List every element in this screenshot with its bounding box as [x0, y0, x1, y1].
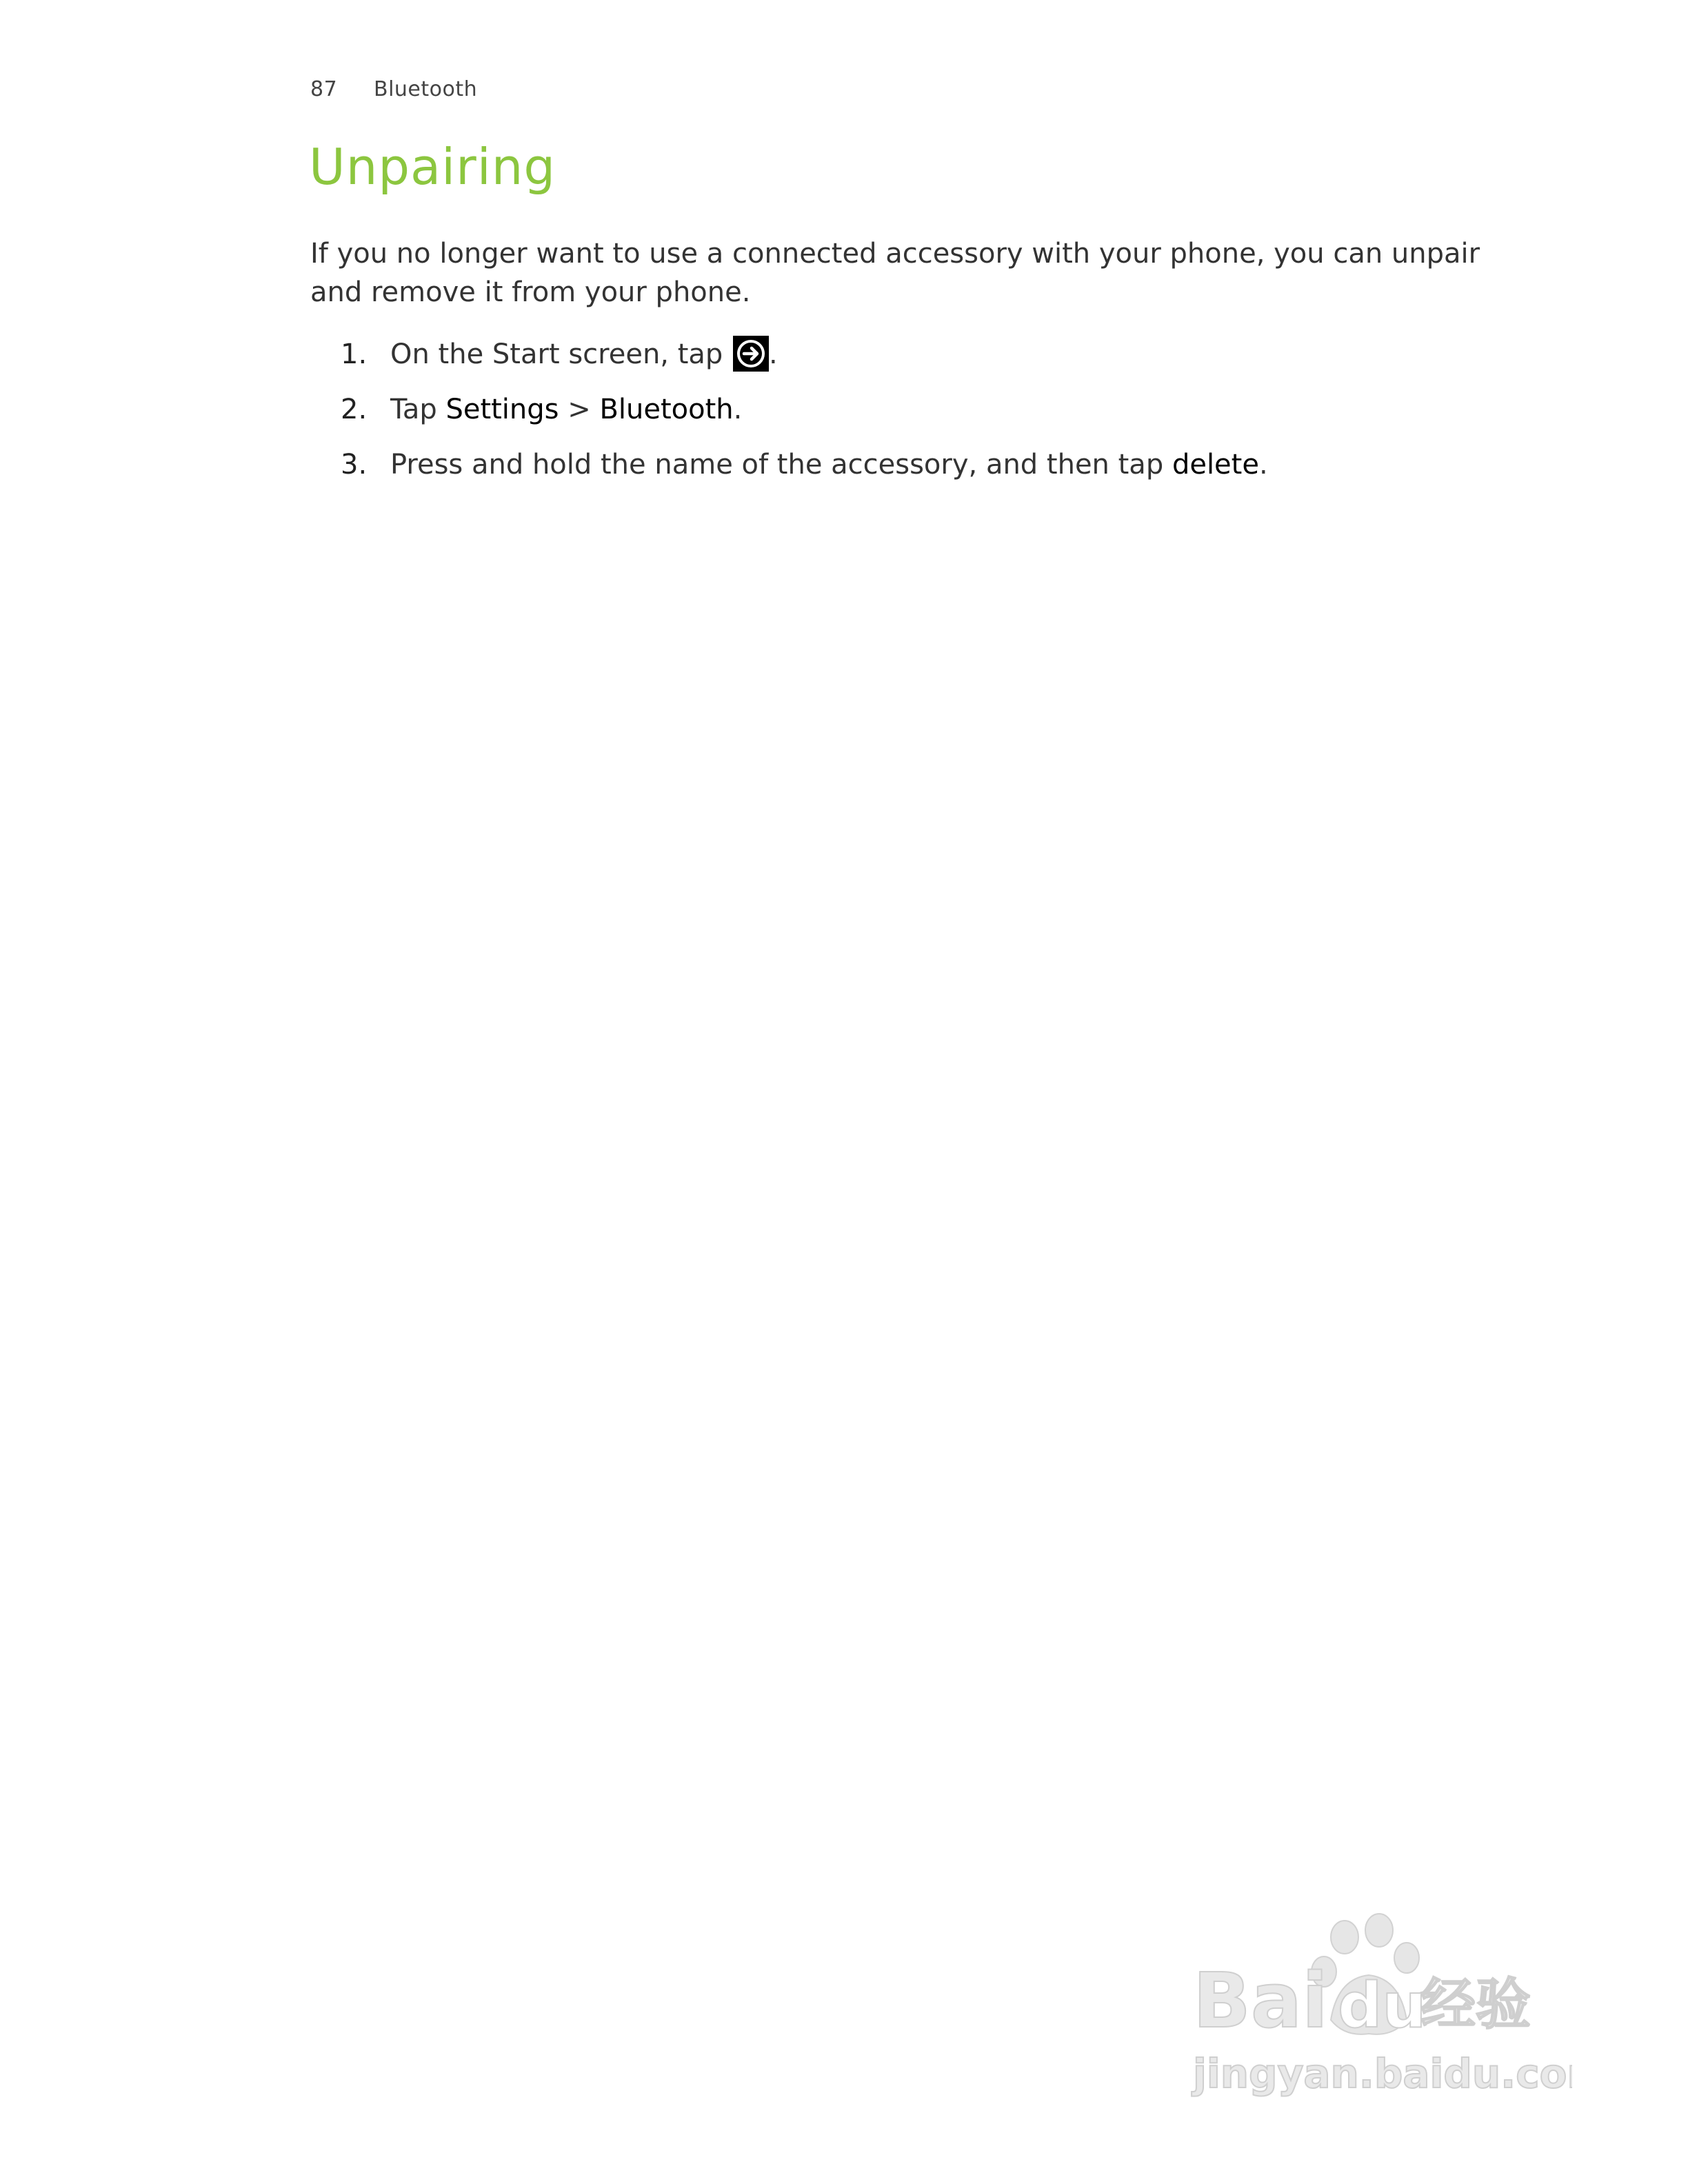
- arrow-right-circle-icon: [733, 336, 769, 372]
- step-3: [310, 445, 1496, 484]
- bluetooth-term: Bluetooth: [599, 394, 734, 425]
- section-name: Bluetooth: [374, 77, 478, 101]
- settings-term: Settings: [445, 394, 559, 425]
- step-number: 1.: [341, 338, 368, 370]
- intro-paragraph: If you no longer want to use a connected accessory with your phone, you can unpair and remove it from your phone.: [310, 238, 1480, 308]
- step-number: 2.: [341, 394, 368, 425]
- step-text-end: .: [733, 394, 743, 425]
- separator: >: [559, 394, 600, 425]
- svg-text:经验: 经验: [1420, 1972, 1531, 2036]
- baidu-jingyan-watermark: [1186, 1910, 1572, 2103]
- svg-text:jingyan.baidu.com: jingyan.baidu.com: [1193, 2050, 1572, 2097]
- step-2: [310, 390, 1496, 429]
- page-number: 87: [310, 77, 338, 101]
- page-title: Unpairing: [309, 138, 556, 196]
- step-text: On the Start screen, tap: [390, 338, 732, 370]
- svg-text:Bai: Bai: [1193, 1957, 1328, 2045]
- step-text-end: .: [1258, 449, 1268, 481]
- page-header: [310, 77, 477, 101]
- baidu-logo-icon: [1186, 1910, 1572, 2103]
- step-number: 3.: [341, 449, 368, 481]
- step-text: Press and hold the name of the accessory, and then tap: [390, 449, 1172, 481]
- step-text-end: .: [769, 338, 778, 370]
- svg-text:du: du: [1338, 1970, 1427, 2042]
- step-1: [310, 335, 1496, 374]
- delete-term: delete: [1172, 449, 1259, 481]
- step-text: Tap: [390, 394, 446, 425]
- steps-list: [310, 335, 1496, 501]
